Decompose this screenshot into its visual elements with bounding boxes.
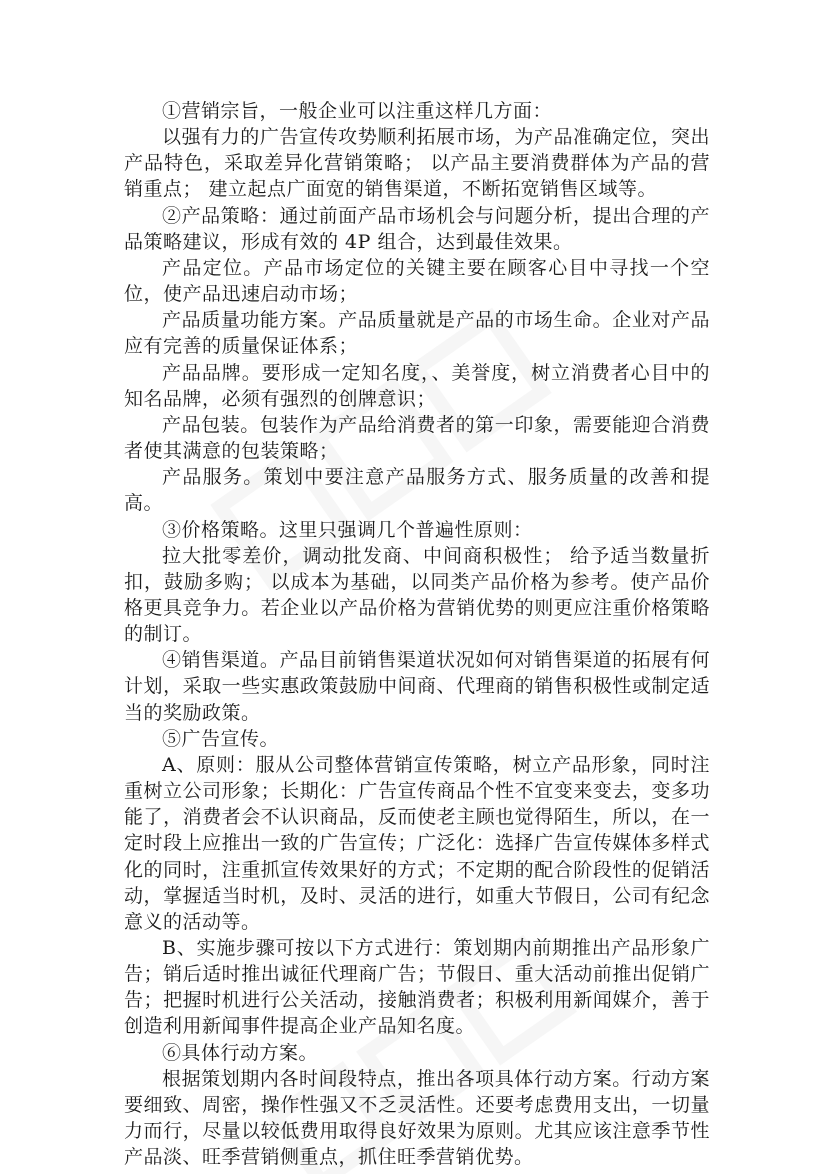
paragraph-advertising-principles: A、原则：服从公司整体营销宣传策略，树立产品形象，同时注重树立公司形象；长期化：广告宣传商品个性不宜变来变去，变多功能了，消费者会不认识商品，反而使老主顾也觉得陌生，所以，在一定时段上应推出一致的广告宣传；广泛化：选择广告宣传媒体多样式化的同时，注重抓宣传效果好的方式；不定期的配合阶段性的促销活动，掌握适当时机，及时、灵活的进行，如重大节假日，公司有纪念意义的活动等。 bbox=[124, 753, 710, 933]
paragraph-sales-channels: ④销售渠道。产品目前销售渠道状况如何对销售渠道的拓展有何计划，采取一些实惠政策鼓励中间商、代理商的销售积极性或制定适当的奖励政策。 bbox=[124, 649, 710, 724]
document-body bbox=[124, 98, 710, 1170]
paragraph-product-positioning: 产品定位。产品市场定位的关键主要在顾客心目中寻找一个空位，使产品迅速启动市场； bbox=[124, 256, 710, 306]
paragraph-action-plan-detail: 根据策划期内各时间段特点，推出各项具体行动方案。行动方案要细致、周密，操作性强又不乏灵活性。还要考虑费用支出，一切量力而行，尽量以较低费用取得良好效果为原则。尤其应该注意季节性产品淡、旺季营销侧重点，抓住旺季营销优势。 bbox=[124, 1067, 710, 1169]
paragraph-product-packaging: 产品包装。包装作为产品给消费者的第一印象，需要能迎合消费者使其满意的包装策略； bbox=[124, 413, 710, 463]
paragraph-price-strategy: ③价格策略。这里只强调几个普遍性原则： bbox=[162, 518, 533, 541]
paragraph-product-quality: 产品质量功能方案。产品质量就是产品的市场生命。企业对产品应有完善的质量保证体系； bbox=[124, 309, 710, 358]
paragraph-price-principles: 拉大批零差价，调动批发商、中间商积极性； 给予适当数量折扣，鼓励多购； 以成本为基础，以同类产品价格为参考。使产品价格更具竞争力。若企业以产品价格为营销优势的则更应注重价格策略的制订。 bbox=[124, 544, 710, 646]
paragraph-product-service: 产品服务。策划中要注意产品服务方式、服务质量的改善和提高。 bbox=[124, 466, 710, 515]
paragraph-advertising: ⑤广告宣传。 bbox=[162, 727, 280, 750]
paragraph-action-plan: ⑥具体行动方案。 bbox=[162, 1041, 319, 1064]
paragraph-product-strategy: ②产品策略：通过前面产品市场机会与问题分析，提出合理的产品策略建议，形成有效的 4P 组合，达到最佳效果。 bbox=[124, 204, 710, 253]
paragraph-product-brand: 产品品牌。要形成一定知名度，、美誉度，树立消费者心目中的知名品牌，必须有强烈的创牌意识； bbox=[124, 361, 710, 410]
paragraph-marketing-purpose-detail: 以强有力的广告宣传攻势顺利拓展市场，为产品准确定位，突出产品特色，采取差异化营销策略； 以产品主要消费群体为产品的营销重点； 建立起点广面宽的销售渠道，不断拓宽销售区域等。 bbox=[124, 126, 710, 201]
paragraph-advertising-steps: B、实施步骤可按以下方式进行：策划期内前期推出产品形象广告；销后适时推出诚征代理商广告；节假日、重大活动前推出促销广告；把握时机进行公关活动，接触消费者；积极利用新闻媒介，善于创造利用新闻事件提高企业产品知名度。 bbox=[124, 937, 710, 1038]
paragraph-marketing-purpose: ①营销宗旨，一般企业可以注重这样几方面： bbox=[162, 100, 553, 122]
